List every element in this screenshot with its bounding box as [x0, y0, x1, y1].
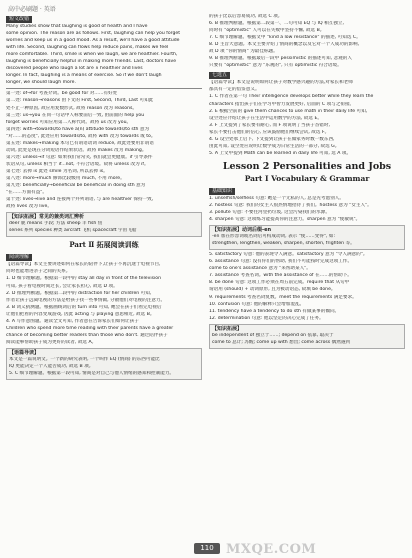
- box-line: 本文是一篇说明文。一个新的研究表明, 一个叫作 EQ (情商) 的东西可能比: [9, 356, 160, 362]
- box-line: 5. C 细节理解题。根据第一段可知, 情商是对自己与他人情绪的感知和控制能力。: [9, 371, 175, 377]
- answer-line: 的孩子比以后容易成功, 故选 C 项。: [209, 14, 283, 19]
- box-title: 【知识拓展】: [212, 325, 243, 332]
- reading-line: 可知, 孩子看电视时间过长, 会让家长担心, 故选 D 项。: [6, 283, 118, 289]
- knowledge-box: [209, 324, 405, 349]
- correction-line: discovered people who laugh a lot are ∧ healthier and lives: [6, 66, 143, 72]
- answer-line: 第二处: reason→reasons 由下文的 First, Second, Third, Last 可知此: [6, 98, 154, 104]
- box-line: -en 加在形容词或名词后可构成动词, 表示 "使……变得", 如:: [212, 234, 335, 240]
- answer-line: 动词, 此处是现在分词短语作结果状语。故将 makes 改为 making。: [6, 147, 147, 153]
- watermark-logo: MXQE.COM: [226, 542, 317, 557]
- reading-line: 阅读能够帮助孩子成为更好的读者, 故选 A。: [6, 339, 97, 345]
- correction-line: some opinion. The reason are as follows. First, laughing can help you forget: [6, 31, 180, 37]
- running-header: 高中必刷题 · 英语: [8, 6, 56, 13]
- box-line: strengthen, lengthen, weaken, sharpen, shorten, frighten 等。: [212, 241, 355, 247]
- divider: [6, 88, 202, 89]
- cloze-line: 家长不要打击他们的信心, 应该鼓励他们继续尝试, 故选 F。: [209, 129, 330, 135]
- correction-line: laughing is beneficially helpful in making more friends. Last, doctors have: [6, 59, 177, 65]
- cloze-line: 设空处应介绍让孩子在生活中运用数学的方法, 故选 E。: [209, 115, 322, 121]
- answer-line: 故将 lives 改为 live。: [6, 204, 52, 210]
- answer-line: 第七处: 去掉 is 此处 smile 为名词, 所以去掉 is。: [6, 168, 108, 174]
- reading-line: 1. D 细节理解题。根据第一段中的 stay all day in front of the television: [6, 276, 161, 282]
- correction-line: longer. In fact, laughing is a means of exercise. So if we don't laugh: [6, 73, 162, 79]
- cloze-line: 4. G 设空处承上启下, 下文提到让孩子在做家务时数一数东西,: [209, 136, 335, 142]
- knowledge-box: [6, 212, 202, 237]
- vocab-line: 11. tendency have a tendency to do sth 有做某事的倾向。: [209, 308, 340, 314]
- answer-line: 只要有 "optimistic" 意为 "乐观的", 只有 optimistic 符合语境。: [209, 63, 342, 69]
- vocab-line: 9. requirements 考查名词复数。meet the requirements 满足要求。: [209, 294, 357, 300]
- cloze-line: characters 指出孩子们在学习中智力发展更好, 后面的 C 项与之衔接。: [209, 101, 355, 107]
- answer-line: 第三处: us→you 在同一句话中人称要前后一致, 由前面的 help you: [6, 112, 145, 118]
- box-line: come to 总计; 苏醒; come up with 想出; come across 偶然遇到: [212, 339, 351, 345]
- box-title: 【知识拓展】常见的兼类词汇辨析: [9, 214, 85, 221]
- answer-line: forget worries 可知应用第二人称代词。故将 us 改为 you。: [6, 119, 132, 125]
- box-line: be independent of 独立于……; depend on 依靠, 取决于: [212, 332, 334, 338]
- part-title: Part Ⅰ Vocabulary & Grammar: [244, 173, 370, 183]
- cloze-line: 3. F 上文提到了家长要有耐心, 而 F 项说明了当孩子答错时,: [209, 122, 330, 128]
- cloze-line: 【语篇导读】本文是说明如何让孩子对数学感兴趣的方法,对家长和老师: [209, 80, 353, 86]
- page-footer: [0, 540, 412, 558]
- reading-line: Children who spend more time reading with their parents have a greater: [6, 325, 174, 331]
- correction-line: more comfortable. Third, smile is when we laugh, we are healthier. Fourth,: [6, 52, 178, 58]
- answer-line: 第四处: with→towards/to have a(n) attitude towards/to sth 意为: [6, 126, 150, 132]
- box-title: 【知识拓展】动词后缀-en: [212, 227, 272, 234]
- answer-line: 8. D 主旨大意题。本文主要介绍了情商的概念以及它对一个人成功的影响,: [209, 42, 360, 48]
- answer-line: 状语从句, unless 相当于 if...not, 不符合语境。故将 unless 改为 if。: [6, 161, 149, 167]
- cloze-line: 1. C 作者在第一句 Their intelligence develops better while they learn the: [209, 94, 374, 100]
- vocab-line: 12. determination 句意: 他以坚定的决心完成了任务。: [209, 315, 324, 321]
- answer-line: 故 D 项 "你的情商" 为最佳标题。: [209, 49, 278, 55]
- answer-line: 6. B 推理判断题。根据第二段第一、二句可知 EQ 与 IQ 相互独立,: [209, 21, 344, 27]
- reading-line: 同时也能增进亲子之间的关系。: [6, 269, 71, 275]
- knowledge-box: [209, 225, 405, 250]
- reading-line: 3. B 词义猜测题。根据画线词后的 turn into 可知, 她会在孩子们看完电视后: [6, 304, 162, 310]
- vocab-line: 7. assistance 考查名词。with the assistance of 在……的帮助下。: [209, 273, 352, 279]
- correction-line: Many studies show that laughing is good of health and I have: [6, 24, 148, 29]
- reading-line: 让他们把看的内容变成游戏, 因此 acting 与 playing 意思相近, 故选 B。: [6, 311, 155, 317]
- reading-line: 4. A 写作意图题。通读全文可知, 作者意在告诉家长们如何让孩子: [6, 318, 139, 324]
- vocab-line: 2. hostess 句意: 我们的女主人很热情地招待了我们。hostess 意为 "女主人"。: [209, 202, 372, 208]
- vocab-line: 1. unselfish/selfless 句意: 她是一个无私的人, 总是先考虑别人。: [209, 195, 344, 201]
- answer-line: 第八处: more→much 修饰比较级用 much, 不用 more。: [6, 175, 125, 181]
- answer-line: 同时有 "optimistic" 人可以在失败中坚持不懈, 故选 B。: [209, 28, 325, 34]
- left-column: [6, 14, 202, 540]
- reading-line: 作者让孩子远离电视的方法是给孩子找一些事情做, 分散他们对电视的注意力。: [6, 297, 166, 303]
- section-label: 阅读理解: [6, 254, 32, 261]
- correction-line: worries and keep us in a good mood. As a result, we'll have a good attitude: [6, 38, 180, 44]
- vocab-line: 谓语用 (should) + 动词原形, 且为被动语态, 故填 be done。: [209, 287, 336, 293]
- box-line: deer 鹿 means 手段; 方法 sheep 羊 fish 鱼: [9, 221, 103, 227]
- section-label: 短文改错: [6, 16, 32, 23]
- answer-line: 第五处: makes→making 本句已有谓语动词 reduce, 故此处要用非谓语: [6, 140, 154, 146]
- answer-line: 第六处: unless→if 句意: 如果我们常常笑, 我们就会更健康。if 引导条件: [6, 154, 153, 160]
- answer-line: 第九处: beneficially→beneficial be beneficial in doing sth 意为: [6, 183, 146, 189]
- cloze-line: 都具有一定的借鉴意义。: [209, 87, 260, 93]
- reading-line: 2. D 推理判断题。根据第二段中的 distraction for her children 可知,: [6, 290, 152, 296]
- vocab-line: 5. satisfactory 句意: 他的表现令人满意。satisfactory 意为 "令人满意的"。: [209, 252, 368, 258]
- vocab-line: 4. sharpen 句意: 这项练习能提高你的注意力。sharpen 意为 "使敏锐"。: [209, 217, 361, 223]
- answer-line: 7. C 细节理解题。根据文中 "kind a low resistance" 的描述, 可知选 C。: [209, 35, 361, 41]
- page-number: 110: [194, 543, 220, 554]
- vocab-line: come to one's assistance 意为 "来帮助某人"。: [209, 266, 311, 272]
- reading-guide-box: [6, 348, 202, 380]
- reading-line: chance of becoming better readers than those who don't. 通过陪伴孩子: [6, 332, 168, 338]
- right-column: [209, 14, 405, 540]
- part-title: Part Ⅱ 拓展阅读训练: [69, 240, 139, 250]
- answer-line: 9. B 推理判断题。根据最后一段中 pessimistic 的描述可知, 悲观的人: [209, 56, 352, 62]
- answer-line: 第一处: of→for 考查介词。be good for 对……有好处: [6, 91, 118, 97]
- answer-line: 处不止一种原因, 故应用复数形式, 故将 reason 改为 reasons。: [6, 105, 137, 111]
- vocab-line: 3. pollute 句意: 不要往河里扔垃圾, 这会污染我们的水源。: [209, 209, 330, 215]
- vocab-line: 10. confusion 句意: 他的解释只会增加混乱。: [209, 301, 305, 307]
- vocab-line: 8. be done 句意: 这项工作必须在周五前完成。require that 从句中: [209, 280, 350, 286]
- answer-line: "对……的态度", 此处应用 towards/to, 故将 with 改为 towards 或 to。: [6, 133, 156, 139]
- answer-line: "在……方面有益"。: [6, 190, 47, 196]
- box-line: series 系列 species 种类 aircraft 飞机 spacecraft 宇宙飞船: [9, 228, 137, 234]
- section-label: 七选五: [209, 72, 230, 79]
- answer-line: 第十处: lives→live and 连接两个并列谓语, 与 are healthier 保持一致,: [6, 197, 154, 203]
- lesson-title: Lesson 2 Personalities and Jobs: [222, 160, 392, 172]
- vocab-line: 6. assistance 句意: 没有你们的帮助, 我们不可能按时完成这项工作。: [209, 259, 353, 265]
- cloze-line: 5. A 上文中提到 Math can be learned in daily life 可知, 选 A 项。: [209, 150, 352, 156]
- box-title: 【语篇导读】: [9, 349, 40, 356]
- correction-line: longer, we should laugh more.: [6, 80, 76, 86]
- correction-line: with life. Second, laughing can flows help reduce pains, makes we feel: [6, 45, 169, 51]
- reading-line: 【语篇导读】本文主要讲述如何在家长的陪伴下,让孩子不再沉迷于电视节目,: [6, 262, 161, 268]
- cloze-line: 由此可知, 设空处应说明让数学成为日常生活的一部分, 故选 G。: [209, 143, 340, 149]
- section-label: 基础知识: [209, 188, 235, 195]
- cloze-line: 2. E 根据空前的 give them chances to use math in their daily life 可知,: [209, 108, 368, 114]
- box-line: IQ 更能决定一个人能否成功, 故选 B 项。: [9, 364, 94, 370]
